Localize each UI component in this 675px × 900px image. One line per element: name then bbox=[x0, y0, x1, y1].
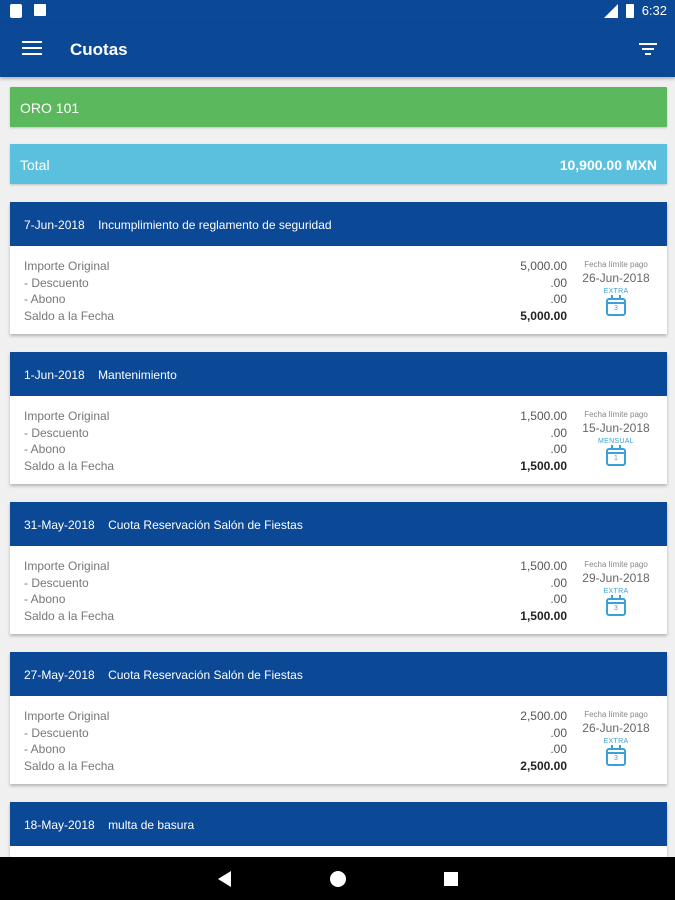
due-date: 15-Jun-2018 bbox=[582, 421, 650, 435]
payment-value: .00 bbox=[550, 292, 567, 307]
original-label: Importe Original bbox=[24, 259, 110, 273]
fee-type: EXTRA bbox=[603, 588, 629, 595]
total-amount: 10,900.00 MXN bbox=[559, 157, 657, 173]
fee-card[interactable] bbox=[10, 352, 667, 484]
signal-icon bbox=[602, 4, 618, 18]
discount-label: - Descuento bbox=[24, 575, 89, 590]
fee-card-body bbox=[10, 246, 667, 334]
fee-concept: Mantenimiento bbox=[98, 368, 177, 382]
balance-value: 5,000.00 bbox=[520, 309, 567, 324]
fee-card-body bbox=[10, 696, 667, 784]
discount-value: .00 bbox=[550, 575, 567, 590]
fee-values bbox=[520, 408, 567, 475]
fee-concept: Cuota Reservación Salón de Fiestas bbox=[108, 668, 303, 682]
fees-list[interactable] bbox=[0, 77, 675, 857]
discount-label: - Descuento bbox=[24, 725, 89, 740]
fee-type: MENSUAL bbox=[598, 438, 634, 445]
calendar-icon: 3 bbox=[606, 748, 626, 766]
discount-value: .00 bbox=[550, 275, 567, 290]
fee-date: 7-Jun-2018 bbox=[24, 218, 85, 232]
fee-date: 18-May-2018 bbox=[24, 818, 95, 832]
notification-icon bbox=[10, 4, 22, 18]
payment-label: - Abono bbox=[24, 292, 66, 307]
fee-labels bbox=[24, 258, 114, 325]
recents-icon[interactable] bbox=[444, 872, 458, 886]
balance-value: 2,500.00 bbox=[520, 759, 567, 774]
fee-card[interactable] bbox=[10, 502, 667, 634]
original-value: 5,000.00 bbox=[520, 259, 567, 273]
due-label: Fecha límite pago bbox=[584, 260, 648, 269]
fee-date: 1-Jun-2018 bbox=[24, 368, 85, 382]
original-value: 2,500.00 bbox=[520, 709, 567, 723]
due-section bbox=[579, 260, 653, 321]
battery-icon bbox=[626, 4, 634, 18]
payment-label: - Abono bbox=[24, 742, 66, 757]
fee-concept: multa de basura bbox=[108, 818, 195, 832]
calendar-icon: 1 bbox=[606, 448, 626, 466]
home-icon[interactable] bbox=[330, 871, 346, 887]
original-label: Importe Original bbox=[24, 409, 110, 423]
fee-card-body bbox=[10, 546, 667, 634]
due-label: Fecha límite pago bbox=[584, 560, 648, 569]
back-icon[interactable] bbox=[218, 871, 231, 887]
system-nav-bar bbox=[0, 857, 675, 900]
due-date: 26-Jun-2018 bbox=[582, 271, 650, 285]
original-label: Importe Original bbox=[24, 709, 110, 723]
filter-icon[interactable] bbox=[639, 43, 657, 57]
fee-concept: Cuota Reservación Salón de Fiestas bbox=[108, 518, 303, 532]
fee-card-header bbox=[10, 202, 667, 246]
fee-card[interactable] bbox=[10, 202, 667, 334]
discount-label: - Descuento bbox=[24, 275, 89, 290]
balance-label: Saldo a la Fecha bbox=[24, 609, 115, 624]
app-bar bbox=[0, 24, 675, 77]
balance-value: 1,500.00 bbox=[520, 609, 567, 624]
balance-label: Saldo a la Fecha bbox=[24, 759, 115, 774]
fee-card-header bbox=[10, 502, 667, 546]
payment-value: .00 bbox=[550, 442, 567, 457]
fee-type: EXTRA bbox=[603, 288, 629, 295]
fee-card-body bbox=[10, 396, 667, 484]
original-value: 1,500.00 bbox=[520, 559, 567, 573]
balance-label: Saldo a la Fecha bbox=[24, 459, 115, 474]
app-icon bbox=[34, 4, 46, 16]
unit-banner[interactable]: ORO 101 bbox=[10, 87, 667, 127]
fee-values bbox=[520, 708, 567, 775]
page-title: Cuotas bbox=[70, 40, 128, 59]
fee-concept: Incumplimiento de reglamento de seguridad bbox=[98, 218, 332, 232]
payment-value: .00 bbox=[550, 592, 567, 607]
calendar-icon: 3 bbox=[606, 298, 626, 316]
payment-value: .00 bbox=[550, 742, 567, 757]
discount-value: .00 bbox=[550, 725, 567, 740]
status-bar bbox=[0, 0, 675, 24]
discount-value: .00 bbox=[550, 425, 567, 440]
fee-type: EXTRA bbox=[603, 738, 629, 745]
fee-card[interactable] bbox=[10, 652, 667, 784]
payment-label: - Abono bbox=[24, 592, 66, 607]
status-time: 6:32 bbox=[641, 3, 667, 18]
fee-values bbox=[520, 258, 567, 325]
due-section bbox=[579, 560, 653, 621]
due-date: 29-Jun-2018 bbox=[582, 571, 650, 585]
hamburger-menu-icon[interactable] bbox=[22, 41, 42, 57]
fee-date: 31-May-2018 bbox=[24, 518, 95, 532]
due-section bbox=[579, 710, 653, 771]
calendar-icon: 3 bbox=[606, 598, 626, 616]
fee-values bbox=[520, 558, 567, 625]
fee-card-header bbox=[10, 652, 667, 696]
total-label: Total bbox=[20, 157, 50, 173]
due-section bbox=[579, 410, 653, 471]
balance-label: Saldo a la Fecha bbox=[24, 309, 115, 324]
total-banner bbox=[10, 144, 667, 184]
original-label: Importe Original bbox=[24, 559, 110, 573]
due-label: Fecha límite pago bbox=[584, 710, 648, 719]
due-date: 26-Jun-2018 bbox=[582, 721, 650, 735]
balance-value: 1,500.00 bbox=[520, 459, 567, 474]
original-value: 1,500.00 bbox=[520, 409, 567, 423]
fee-card[interactable] bbox=[10, 802, 667, 857]
fee-labels bbox=[24, 408, 114, 475]
fee-date: 27-May-2018 bbox=[24, 668, 95, 682]
fee-labels bbox=[24, 708, 114, 775]
payment-label: - Abono bbox=[24, 442, 66, 457]
due-label: Fecha límite pago bbox=[584, 410, 648, 419]
fee-labels bbox=[24, 558, 114, 625]
fee-card-header bbox=[10, 352, 667, 396]
discount-label: - Descuento bbox=[24, 425, 89, 440]
fee-card-header bbox=[10, 802, 667, 846]
